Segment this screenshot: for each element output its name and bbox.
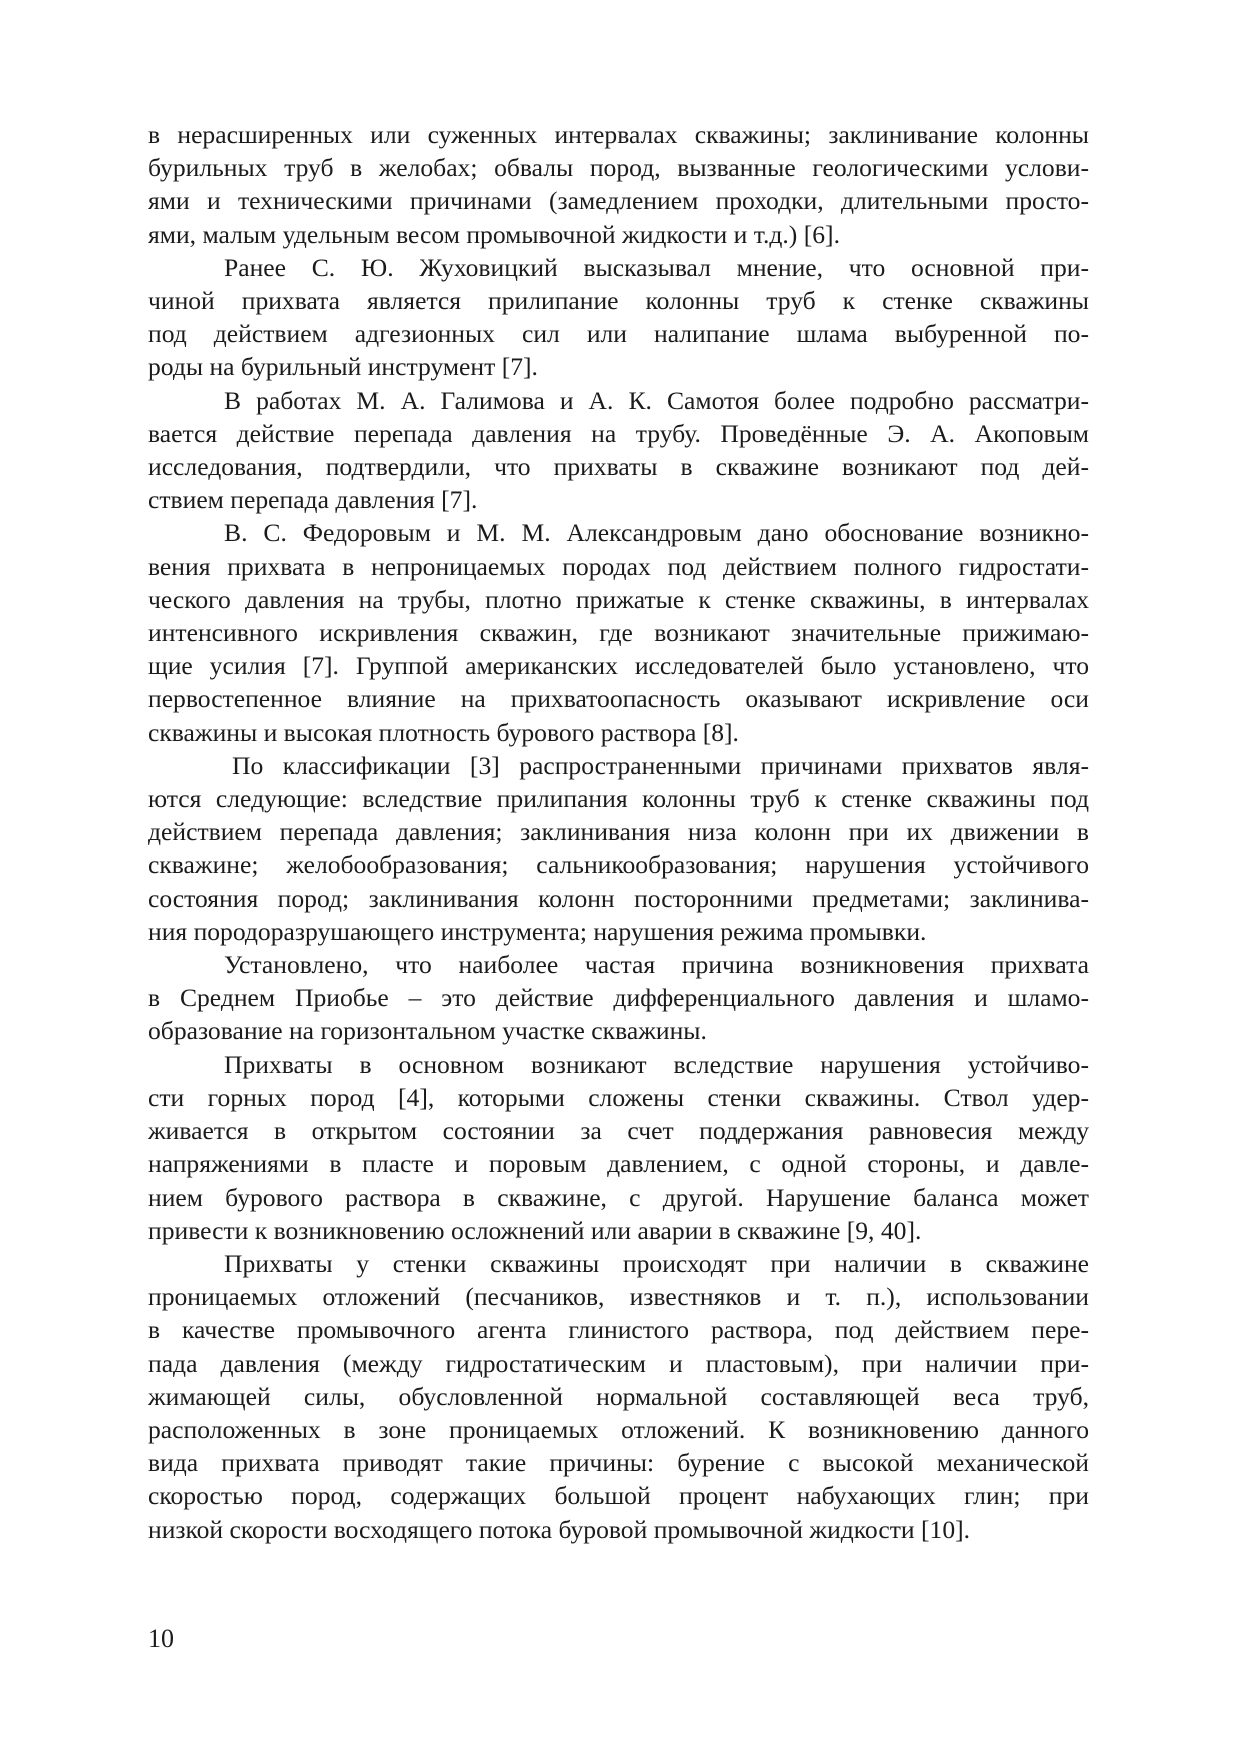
text-line: вается действие перепада давления на трубу. Проведённые Э. А. Акоповым <box>148 418 1089 448</box>
text-line: состояния пород; заклинивания колонн посторонними предметами; заклинива- <box>148 883 1089 913</box>
text-line: бурильных труб в желобах; обвалы пород, вызванные геологическими услови- <box>148 153 1089 183</box>
paragraph-1 <box>148 118 1089 251</box>
text-line: образование на горизонтальном участке скважины. <box>148 1016 707 1046</box>
text-line: скважине; желобообразования; сальникообразования; нарушения устойчивого <box>148 850 1089 880</box>
text-line: роды на бурильный инструмент [7]. <box>148 352 538 382</box>
paragraph-4 <box>148 516 1089 748</box>
text-line: в нерасширенных или суженных интервалах скважины; заклинивание колонны <box>148 120 1089 149</box>
paragraph-3 <box>148 384 1089 517</box>
text-line: действием перепада давления; заклинивания низа колонн при их движении в <box>148 817 1089 847</box>
text-line: Прихваты в основном возникают вследствие нарушения устойчиво- <box>224 1049 1089 1079</box>
text-line: ями, малым удельным весом промывочной жидкости и т.д.) [6]. <box>148 219 840 249</box>
text-line: скважины и высокая плотность бурового раствора [8]. <box>148 717 739 747</box>
text-line: Ранее С. Ю. Жуховицкий высказывал мнение, что основной при- <box>224 252 1089 282</box>
text-line: жимающей силы, обусловленной нормальной составляющей веса труб, <box>148 1381 1089 1411</box>
text-line: сти горных пород [4], которыми сложены стенки скважины. Ствол удер- <box>148 1082 1089 1112</box>
text-line: интенсивного искривления скважин, где возникают значительные прижимаю- <box>148 618 1089 648</box>
text-line: ются следующие: вследствие прилипания колонны труб к стенке скважины под <box>148 784 1089 814</box>
text-line: пада давления (между гидростатическим и пластовым), при наличии при- <box>148 1348 1089 1378</box>
text-line: ческого давления на трубы, плотно прижатые к стенке скважины, в интервалах <box>148 584 1089 614</box>
text-line: под действием адгезионных сил или налипание шлама выбуренной по- <box>148 319 1089 349</box>
text-line: расположенных в зоне проницаемых отложений. К возникновению данного <box>148 1414 1089 1444</box>
text-line: В работах М. А. Галимова и А. К. Самотоя более подробно рассматри- <box>224 385 1089 415</box>
text-line: в качестве промывочного агента глинистого раствора, под действием пере- <box>148 1315 1089 1345</box>
paragraph-5 <box>148 749 1089 948</box>
text-line: проницаемых отложений (песчаников, известняков и т. п.), использовании <box>148 1282 1089 1312</box>
text-line: ния породоразрушающего инструмента; нарушения режима промывки. <box>148 916 927 946</box>
text-line: вида прихвата приводят такие причины: бурение с высокой механической <box>148 1448 1089 1478</box>
paragraph-2 <box>148 251 1089 384</box>
text-line: По классификации [3] распространенными причинами прихватов явля- <box>232 750 1089 780</box>
text-line: скоростью пород, содержащих большой процент набухающих глин; при <box>148 1481 1089 1511</box>
text-line: нием бурового раствора в скважине, с другой. Нарушение баланса может <box>148 1182 1089 1212</box>
body-text <box>148 118 1089 1546</box>
text-line: первостепенное влияние на прихватоопасность оказывают искривление оси <box>148 684 1089 714</box>
paragraph-7 <box>148 1048 1089 1247</box>
text-line: Прихваты у стенки скважины происходят при наличии в скважине <box>224 1248 1089 1278</box>
text-line: привести к возникновению осложнений или аварии в скважине [9, 40]. <box>148 1215 922 1245</box>
text-line: чиной прихвата является прилипание колонны труб к стенке скважины <box>148 286 1089 316</box>
text-line: в Среднем Приобье – это действие дифференциального давления и шламо- <box>148 983 1089 1013</box>
text-line: В. С. Федоровым и М. М. Александровым дано обоснование возникно- <box>224 518 1089 548</box>
text-line: напряжениями в пласте и поровым давлением, с одной стороны, и давле- <box>148 1149 1089 1179</box>
text-line: щие усилия [7]. Группой американских исследователей было установлено, что <box>148 651 1089 681</box>
page-number: 10 <box>148 1624 174 1653</box>
text-line: исследования, подтвердили, что прихваты в скважине возникают под дей- <box>148 452 1089 482</box>
text-line: низкой скорости восходящего потока буровой промывочной жидкости [10]. <box>148 1514 971 1544</box>
text-line: ствием перепада давления [7]. <box>148 485 478 515</box>
text-line: Установлено, что наиболее частая причина возникновения прихвата <box>224 950 1089 980</box>
text-line: живается в открытом состоянии за счет поддержания равновесия между <box>148 1116 1089 1146</box>
paragraph-8 <box>148 1247 1089 1546</box>
paragraph-6 <box>148 948 1089 1048</box>
text-line: вения прихвата в непроницаемых породах под действием полного гидростати- <box>148 551 1089 581</box>
text-line: ями и техническими причинами (замедлением проходки, длительными просто- <box>148 186 1089 216</box>
